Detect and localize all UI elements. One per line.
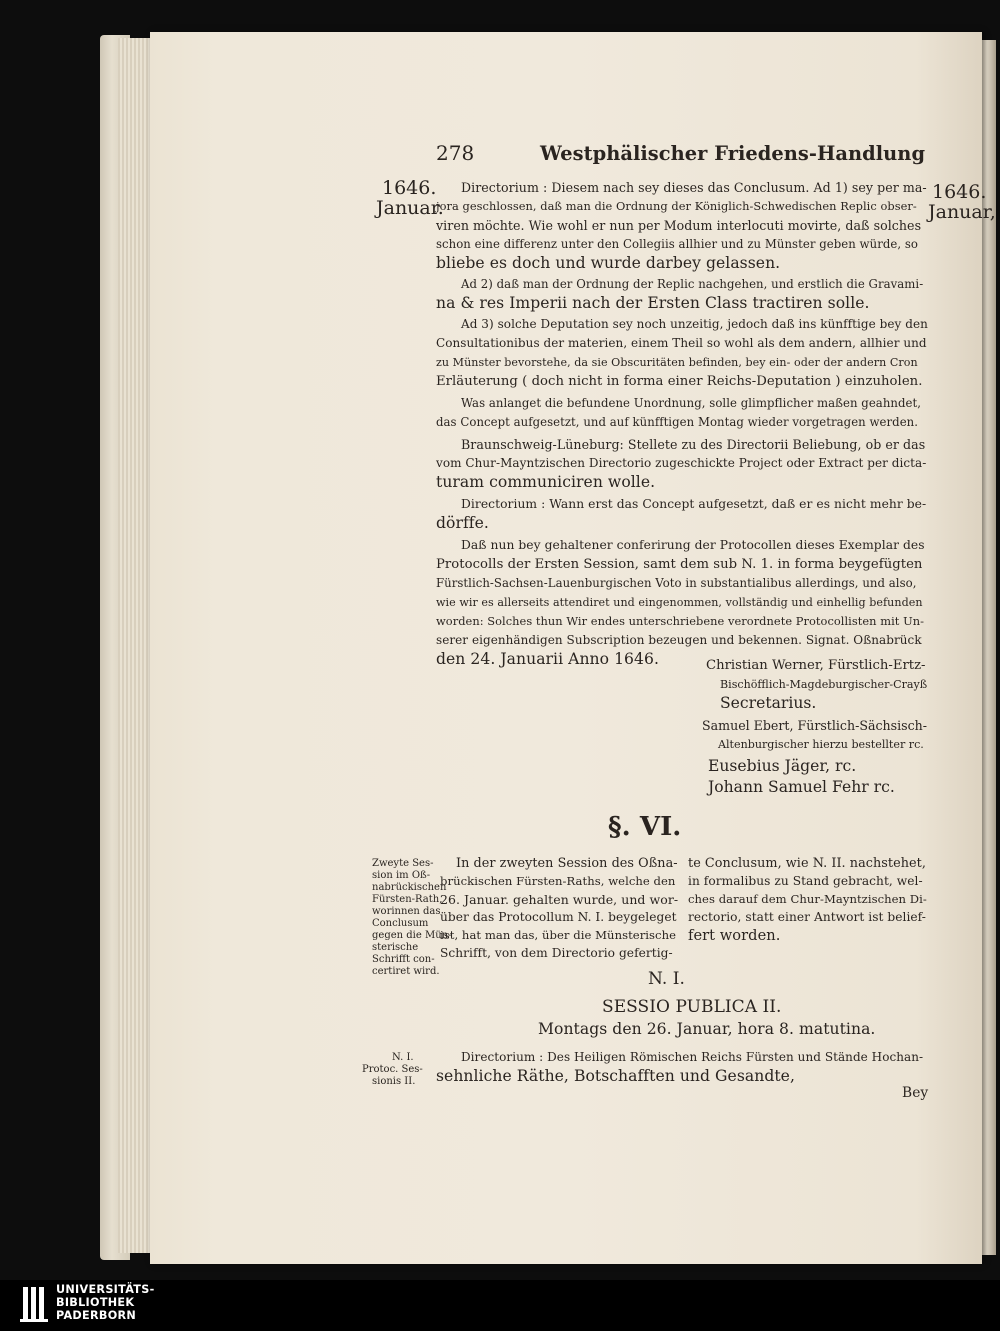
side-note: Conclusum — [372, 918, 429, 929]
side-note: Protoc. Ses- — [362, 1064, 423, 1075]
column-right-line: fert worden. — [688, 927, 781, 944]
column-left-line: Schrifft, von dem Directorio gefertig- — [440, 946, 673, 960]
body-line: sehnliche Räthe, Botschafften und Gesandte, — [436, 1067, 795, 1085]
page-stack-edge — [118, 38, 154, 1253]
side-note: nabrückischen — [372, 882, 447, 893]
signature-line: Christian Werner, Fürstlich-Ertz- — [706, 658, 926, 673]
column-right-line: in formalibus zu Stand gebracht, wel- — [688, 874, 923, 888]
side-note: certiret wird. — [372, 966, 440, 977]
body-line: Was anlanget die befundene Unordnung, solle glimpflicher maßen geahndet, — [461, 396, 921, 410]
page-number: 278 — [436, 141, 475, 165]
body-line: dörffe. — [436, 514, 489, 532]
body-line: vom Chur-Mayntzischen Directorio zugeschickte Project oder Extract per dicta- — [436, 456, 927, 470]
column-right-line: rectorio, statt einer Antwort ist belief- — [688, 910, 926, 924]
side-note: N. I. — [392, 1052, 414, 1063]
body-line: wie wir es allerseits attendiret und eingenommen, vollständig und einhellig befunden — [436, 596, 923, 609]
body-line: worden: Solches thun Wir endes unterschriebene verordnete Protocollisten mit Un- — [436, 614, 925, 628]
side-note: gegen die Mün- — [372, 930, 452, 941]
body-line: Erläuterung ( doch nicht in forma einer Reichs-Deputation ) einzuholen. — [436, 374, 923, 389]
n1-heading: N. I. — [648, 969, 685, 989]
column-left-line: brückischen Fürsten-Raths, welche den — [440, 874, 676, 888]
signature-line: Samuel Ebert, Fürstlich-Sächsisch- — [702, 718, 928, 733]
body-line: jora geschlossen, daß man die Ordnung der Königlich-Schwedischen Replic obser- — [436, 199, 917, 213]
side-note: Zweyte Ses- — [372, 858, 434, 869]
signature-line: Eusebius Jäger, rc. — [708, 757, 857, 775]
column-left-line: In der zweyten Session des Oßna- — [456, 856, 678, 871]
signature-line: Johann Samuel Fehr rc. — [708, 778, 895, 796]
body-line: Braunschweig-Lüneburg: Stellete zu des Directorii Beliebung, ob er das — [461, 437, 926, 452]
body-line: das Concept aufgesetzt, und auf künfftigen Montag wieder vorgetragen werden. — [436, 415, 919, 429]
body-line: viren möchte. Wie wohl er nun per Modum interlocuti movirte, daß solches — [436, 218, 922, 233]
body-line: Directorium : Wann erst das Concept aufgesetzt, daß er es nicht mehr be- — [461, 497, 927, 511]
column-left-line: ist, hat man das, über die Münsterische — [440, 928, 677, 942]
column-right-line: ches darauf dem Chur-Mayntzischen Di- — [688, 892, 927, 906]
signature-line: Secretarius. — [720, 694, 817, 712]
body-line: bliebe es doch und wurde darbey gelassen. — [436, 254, 781, 272]
margin-year-right: 1646. — [932, 181, 987, 203]
margin-month-left: Januar. — [376, 197, 444, 219]
side-note: worinnen das — [372, 906, 441, 917]
body-line: Directorium : Diesem nach sey dieses das Conclusum. Ad 1) sey per ma- — [461, 180, 927, 195]
body-line: Ad 3) solche Deputation sey noch unzeitig, jedoch daß ins künfftige bey den — [461, 317, 928, 331]
book-page — [150, 32, 996, 1264]
catchword: Bey — [902, 1085, 929, 1101]
running-title: Westphälischer Friedens-Handlung — [540, 142, 926, 165]
sessio-title: SESSIO PUBLICA II. — [602, 997, 782, 1017]
margin-year-left: 1646. — [382, 177, 437, 199]
side-note: Schrifft con- — [372, 954, 435, 965]
side-note: Fürsten-Rath, — [372, 894, 443, 905]
margin-month-right: Januar, — [928, 201, 996, 223]
body-line: Directorium : Des Heiligen Römischen Reichs Fürsten und Stände Hochan- — [461, 1050, 924, 1064]
logo-text-line: BIBLIOTHEK — [56, 1296, 135, 1309]
body-line: Consultationibus der materien, einem Theil so wohl als dem andern, allhier und — [436, 336, 927, 350]
body-line: turam communiciren wolle. — [436, 473, 656, 491]
library-logo-icon — [20, 1283, 50, 1323]
body-line: Daß nun bey gehaltener conferirung der Protocollen dieses Exemplar des — [461, 538, 925, 552]
body-line: serer eigenhändigen Subscription bezeugen und bekennen. Signat. Oßnabrück — [436, 633, 922, 647]
section-heading: §. VI. — [608, 812, 682, 842]
body-line: na & res Imperii nach der Ersten Class tractiren solle. — [436, 294, 870, 312]
signature-line: Altenburgischer hierzu bestellter rc. — [718, 738, 924, 751]
column-right-line: te Conclusum, wie N. II. nachstehet, — [688, 856, 926, 871]
body-line: Ad 2) daß man der Ordnung der Replic nachgehen, und erstlich die Gravami- — [461, 277, 924, 291]
body-line: den 24. Januarii Anno 1646. — [436, 650, 659, 668]
column-left-line: 26. Januar. gehalten wurde, und wor- — [440, 892, 679, 907]
body-line: schon eine differenz unter den Collegiis allhier und zu Münster geben würde, so — [436, 237, 918, 251]
body-line: zu Münster bevorstehe, da sie Obscuritäten befinden, bey ein- oder der andern Cron — [436, 356, 918, 369]
column-left-line: über das Protocollum N. I. beygeleget — [440, 910, 677, 924]
body-line: Fürstlich-Sachsen-Lauenburgischen Voto in substantialibus allerdings, und also, — [436, 576, 917, 590]
side-note: sion im Oß- — [372, 870, 431, 881]
body-line: Protocolls der Ersten Session, samt dem sub N. 1. in forma beygefügten — [436, 557, 923, 572]
sessio-date: Montags den 26. Januar, hora 8. matutina. — [538, 1020, 876, 1038]
logo-text-line: UNIVERSITÄTS- — [56, 1283, 155, 1296]
signature-line: Bischöfflich-Magdeburgischer-Crayß — [720, 678, 928, 691]
side-note: sionis II. — [372, 1076, 416, 1087]
logo-text-line: PADERBORN — [56, 1309, 137, 1322]
side-note: sterische — [372, 942, 419, 953]
